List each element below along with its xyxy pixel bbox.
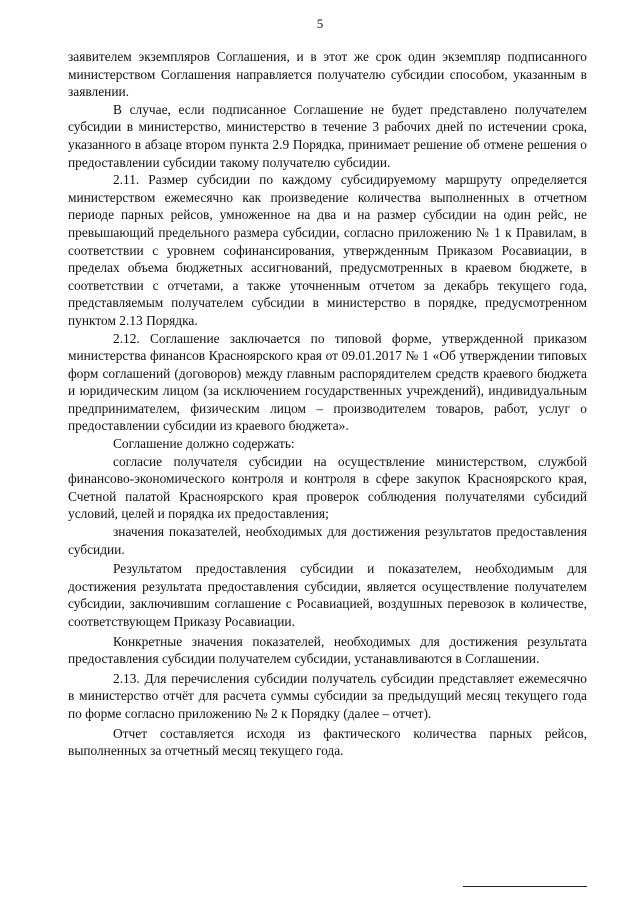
paragraph-9: Конкретные значения показателей, необходимых для достижения результата предоставления субсидии получателем субсидии, устанавливаются в Соглашении. xyxy=(68,633,587,667)
paragraph-10: 2.13. Для перечисления субсидии получатель субсидии представляет ежемесячно в министерство отчёт для расчета суммы субсидии за предыдущий месяц текущего года по форме согласно приложению № 2 к Порядку (далее – отчет). xyxy=(68,670,587,721)
paragraph-11: Отчет составляется исходя из фактического количества парных рейсов, выполненных за отчетный месяц текущего года. xyxy=(68,725,587,759)
paragraph-6: согласие получателя субсидии на осуществление министерством, службой финансово-экономического контроля и контроля в сфере закупок Красноярского края, Счетной палатой Красноярского края проверок соблюдения получателями субсидий условий, целей и порядка их предоставления; xyxy=(68,453,587,522)
footer-rule xyxy=(463,886,587,887)
page-number: 5 xyxy=(316,16,324,31)
paragraph-8: Результатом предоставления субсидии и показателем, необходимым для достижения результата предоставления субсидии, является осуществление получателем субсидии, заключившим соглашение с Росавиацией, воздушных перевозок в количестве, соответствующем Приказу Росавиации. xyxy=(68,561,587,629)
paragraph-7: значения показателей, необходимых для достижения результатов предоставления субсидии. xyxy=(68,524,587,557)
document-body xyxy=(68,48,587,760)
paragraph-1: заявителем экземпляров Соглашения, и в этот же срок один экземпляр подписанного министерством Соглашения направляется получателю субсидии способом, указанным в заявлении. xyxy=(68,49,587,100)
paragraph-2: В случае, если подписанное Соглашение не будет представлено получателем субсидии в министерство, министерство в течение 3 рабочих дней по истечении срока, указанного в абзаце втором пункта 2.9 Порядка, принимает решение об отмене решения о предоставлении субсидии такому получателю субсидии. xyxy=(68,101,587,170)
paragraph-4: 2.12. Соглашение заключается по типовой форме, утвержденной приказом министерства финансов Красноярского края от 09.01.2017 № 1 «Об утверждении типовых форм соглашений (договоров) между главным распорядителем средств краевого бюджета и юридическим лицом (за исключением государственных учреждений), индивидуальным предпринимателем, физическим лицом – производителем товаров, работ, услуг о предоставлении субсидии из краевого бюджета». xyxy=(68,330,587,434)
paragraph-5: Соглашение должно содержать: xyxy=(113,436,295,452)
paragraph-3: 2.11. Размер субсидии по каждому субсидируемому маршруту определяется министерством ежемесячно как произведение количества выполненных в отчетном периоде парных рейсов, умноженное на два и на размер субсидии на один рейс, не превышающий предельного размера субсидии, согласно приложению № 1 к Правилам, в соответствии с уровнем софинансирования, утвержденным Приказом Росавиации, в пределах объема бюджетных ассигнований, предусмотренных в краевом бюджете, в соответствии с отчетами, а также уточненным отчетом за декабрь текущего года, представляемым получателем субсидии в министерство в порядке, предусмотренном пунктом 2.13 Порядка. xyxy=(68,172,587,328)
